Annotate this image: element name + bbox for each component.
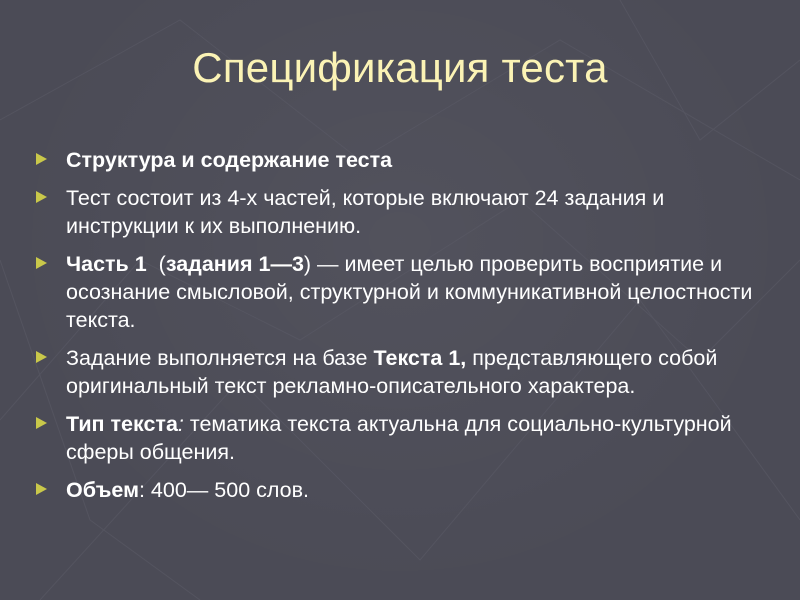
bullet-arrow-icon — [36, 483, 47, 495]
bullet-arrow-icon — [36, 191, 47, 203]
bullet-bold-text: Структура и содержание теста — [66, 148, 393, 172]
part-label: Часть 1 — [66, 252, 147, 276]
bullet-text: Тест состоит из 4-х частей, которые включают 24 задания и инструкции к их выполнению. — [66, 186, 665, 238]
bullet-item — [36, 184, 776, 240]
bullet-text: представляющего собой оригинальный текст рекламно-описательного характера. — [66, 346, 718, 398]
open-paren: ( — [146, 252, 166, 276]
text-1-label: Текста 1, — [373, 346, 467, 370]
bullet-text: Задание выполняется на базе — [66, 346, 374, 370]
volume-label: Объем — [66, 478, 139, 502]
slide-title: Спецификация теста — [192, 44, 608, 91]
bullet-arrow-icon — [36, 417, 47, 429]
bullet-text: тематика текста актуальна для социально-культурной сферы общения. — [66, 412, 732, 464]
bullet-text: ) — имеет целью проверить восприятие и осознание смысловой, структурной и коммуникативной целостности текста. — [66, 252, 753, 332]
bullet-item — [36, 250, 776, 334]
bullet-item — [36, 344, 776, 400]
bullet-arrow-icon — [36, 257, 47, 269]
bullet-arrow-icon — [36, 351, 47, 363]
bullet-item — [36, 476, 776, 504]
colon: : — [177, 412, 184, 436]
bullet-item — [36, 146, 776, 174]
bullet-list — [36, 146, 776, 514]
bullet-arrow-icon — [36, 153, 47, 165]
text-type-label: Тип текста — [66, 412, 178, 436]
bullet-item — [36, 410, 776, 466]
bullet-text: : 400— 500 слов. — [138, 478, 310, 502]
tasks-label: задания 1—3 — [165, 252, 304, 276]
